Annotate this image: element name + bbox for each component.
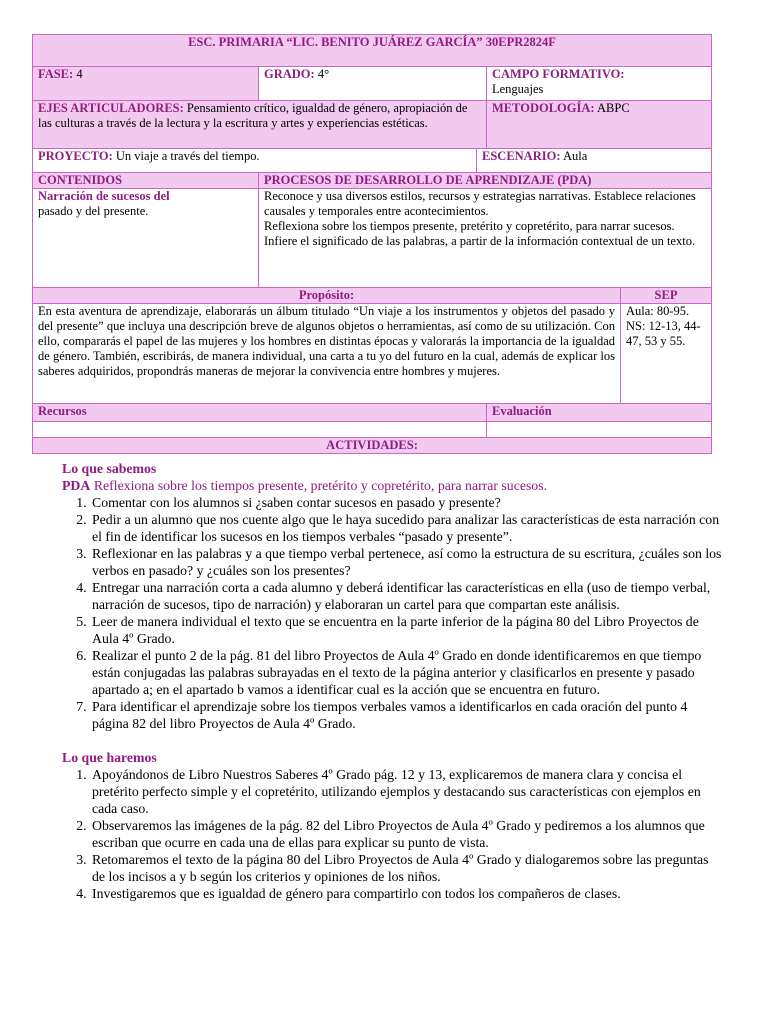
campo-label: CAMPO FORMATIVO: xyxy=(492,67,625,81)
ejes-value: Pensamiento crítico, igualdad de género, apropiación de las culturas a través de la lectura y la escritura y artes y experiencias estéticas. xyxy=(38,101,468,130)
list-item: 5. Leer de manera individual el texto que se encuentra en la parte inferior de la página 80 del Libro Proyectos de Aula 4º Grado. xyxy=(90,613,722,647)
metodologia-label: METODOLOGÍA: xyxy=(492,101,595,115)
contenidos-header: CONTENIDOS xyxy=(33,173,259,189)
list-item: 6. Realizar el punto 2 de la pág. 81 del libro Proyectos de Aula 4º Grado en donde identificaremos en que tiempo están conjugadas las palabras subrayadas en el texto de la página anterior y clasificarlos en presente y pasado apartado a; en el apartado b vamos a identificar cual es la acción que se encuentra en futuro. xyxy=(90,647,722,698)
proposito-header: Propósito: xyxy=(33,288,621,304)
contenidos-text: pasado y del presente. xyxy=(38,204,149,218)
fase-label: FASE: xyxy=(38,67,74,81)
proyecto-label: PROYECTO: xyxy=(38,149,113,163)
proyecto-value: Un viaje a través del tiempo. xyxy=(115,149,260,163)
recursos-label: Recursos xyxy=(33,404,487,422)
pda-item: Infiere el significado de las palabras, a partir de la información contextual de un texto. xyxy=(264,234,696,248)
fase-cell xyxy=(33,67,259,101)
school-title: ESC. PRIMARIA “LIC. BENITO JUÁREZ GARCÍA” 30EPR2824F xyxy=(33,35,712,67)
pda-cell xyxy=(259,189,712,288)
escenario-value: Aula xyxy=(562,149,588,163)
lesson-plan-table xyxy=(32,34,712,454)
fase-value: 4 xyxy=(76,67,83,81)
metodologia-cell xyxy=(487,101,712,149)
ejes-cell xyxy=(33,101,487,149)
contenidos-title: Narración de sucesos del xyxy=(38,189,170,203)
list-item: 7. Para identificar el aprendizaje sobre los tiempos verbales vamos a identificarlos en cada oración del punto 4 página 82 del libro Proyectos de Aula 4º Grado. xyxy=(90,698,722,732)
pda-text: Reflexiona sobre los tiempos presente, pretérito y copretérito, para narrar sucesos. xyxy=(93,478,548,493)
pda-item: Reconoce y usa diversos estilos, recursos y estrategias narrativas. Establece relaciones causales y temporales entre acontecimientos. xyxy=(264,189,696,218)
sep-header: SEP xyxy=(621,288,712,304)
proyecto-cell xyxy=(33,149,477,173)
escenario-cell xyxy=(477,149,712,173)
actividades-header: ACTIVIDADES: xyxy=(33,438,712,454)
campo-value: Lenguajes xyxy=(492,82,544,96)
lo-que-haremos-title: Lo que haremos xyxy=(62,750,157,765)
campo-cell xyxy=(487,67,712,101)
proposito-text: En esta aventura de aprendizaje, elaborarás un álbum titulado “Un viaje a los instrumentos y objetos del pasado y del presente” que incluya una descripción breve de algunos objetos o herramientas, así como de su utilización. Con ello, compararás el papel de las mujeres y los hombres en distintas épocas y valorarás la importancia de la igualdad de género. También, escribirás, de manera individual, una carta a tu yo del futuro en la cual, además de explicar los saberes adquiridos, propondrás maneras de mejorar la convivencia entre hombres y mujeres. xyxy=(33,304,621,404)
grado-value: 4° xyxy=(317,67,330,81)
list-item: 1. Comentar con los alumnos si ¿saben contar sucesos en pasado y presente? xyxy=(90,494,722,511)
pda-header: PROCESOS DE DESARROLLO DE APRENDIZAJE (PDA) xyxy=(259,173,712,189)
list-item: 1. Apoyándonos de Libro Nuestros Saberes 4º Grado pág. 12 y 13, explicaremos de manera clara y concisa el pretérito perfecto simple y el copretérito, utilizando ejemplos y destacando sus características con ejemplos en cada caso. xyxy=(90,766,722,817)
escenario-label: ESCENARIO: xyxy=(482,149,561,163)
activities-section xyxy=(62,460,722,902)
pda-item: Reflexiona sobre los tiempos presente, pretérito y copretérito, para narrar sucesos. xyxy=(264,219,675,233)
ejes-label: EJES ARTICULADORES: xyxy=(38,101,184,115)
pda-line xyxy=(62,477,722,494)
grado-cell xyxy=(259,67,487,101)
list-item: 3. Reflexionar en las palabras y a que tiempo verbal pertenece, así como la estructura de su escritura, ¿cuáles son los verbos en pasado? y ¿cuáles son los presentes? xyxy=(90,545,722,579)
recursos-value xyxy=(33,422,487,438)
evaluacion-value xyxy=(487,422,712,438)
sep-text: Aula: 80-95. NS: 12-13, 44-47, 53 y 55. xyxy=(621,304,712,404)
pda-label: PDA xyxy=(62,478,91,493)
list-item: 4. Investigaremos que es igualdad de género para compartirlo con todos los compañeros de clases. xyxy=(90,885,722,902)
list-item: 2. Observaremos las imágenes de la pág. 82 del Libro Proyectos de Aula 4º Grado y pediremos a los alumnos que escriban que ocurre en cada una de ellas para explicar su punto de vista. xyxy=(90,817,722,851)
lo-que-sabemos-list xyxy=(62,494,722,732)
list-item: 2. Pedir a un alumno que nos cuente algo que le haya sucedido para analizar las características de esta narración con el fin de identificar los sucesos en los tiempos verbales “pasado y presente”. xyxy=(90,511,722,545)
lo-que-sabemos-title: Lo que sabemos xyxy=(62,461,157,476)
metodologia-value: ABPC xyxy=(597,101,630,115)
evaluacion-label: Evaluación xyxy=(487,404,712,422)
contenidos-cell xyxy=(33,189,259,288)
list-item: 4. Entregar una narración corta a cada alumno y deberá identificar las características en ella (uso de tiempo verbal, narración de sucesos, tipo de narración) y elaboraran un cartel para que compartan este análisis. xyxy=(90,579,722,613)
list-item: 3. Retomaremos el texto de la página 80 del Libro Proyectos de Aula 4º Grado y dialogaremos sobre las preguntas de los incisos a y b según los criterios y opiniones de los niños. xyxy=(90,851,722,885)
lo-que-haremos-list xyxy=(62,766,722,902)
grado-label: GRADO: xyxy=(264,67,315,81)
